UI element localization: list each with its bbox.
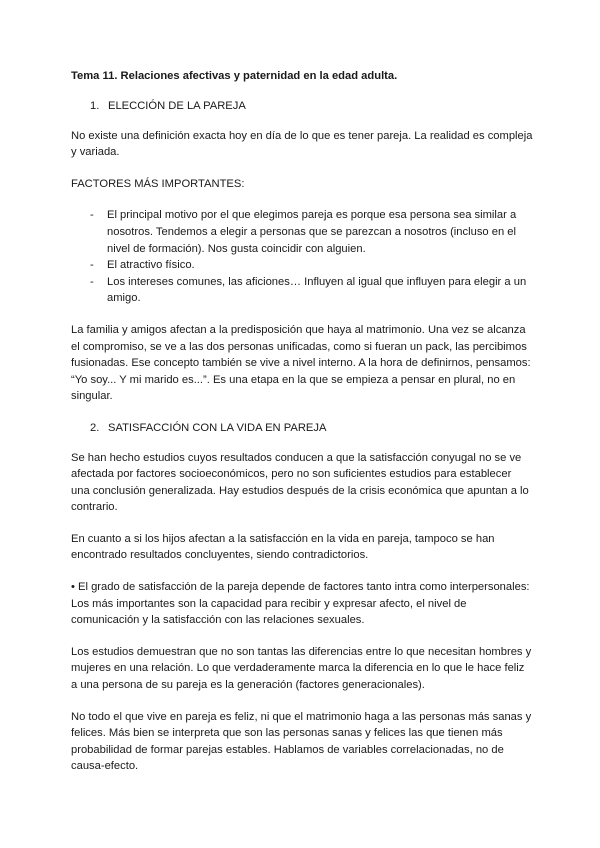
list-item-text: El atractivo físico. [107,259,195,272]
section-2-paragraph: No todo el que vive en pareja es feliz, ni que el matrimonio haga a las personas más sanas y felices. Más bien se interpreta que son las personas sanas y felices las que tienen más probabilidad de formar parejas estables. Hablamos de variables correlacionadas, no de causa-efecto. [71,710,532,773]
document-title: Tema 11. Relaciones afectivas y paternidad en la edad adulta. [71,70,398,82]
list-item-text: El principal motivo por el que elegimos pareja es porque esa persona sea similar a nosotros. Tendemos a elegir a personas que se parezcan a nosotros (incluso en el nivel de formación). Nos gusta coincidir con alguien. [107,209,517,255]
list-dash: - [90,209,94,222]
factors-label: FACTORES MÁS IMPORTANTES: [71,177,245,190]
section-2-heading-text: SATISFACCIÓN CON LA VIDA EN PAREJA [108,421,327,434]
document-page [71,68,533,790]
section-2-number: 2. [90,421,100,434]
section-1-heading-text: ELECCIÓN DE LA PAREJA [108,100,246,112]
section-1-heading [71,98,533,115]
factors-list [71,207,533,307]
list-item-text: Los intereses comunes, las aficiones… Influyen al igual que influyen para elegir a un amigo. [107,275,527,305]
list-dash: - [90,259,94,272]
section-2-paragraph: Los estudios demuestran que no son tantas las diferencias entre lo que necesitan hombres y mujeres en una relación. Lo que verdaderamente marca la diferencia en lo que le hace feliz a una persona de su pareja es la generación (factores generacionales). [71,645,532,692]
list-item [71,257,533,274]
section-2-paragraph: • El grado de satisfacción de la pareja depende de factores tanto intra como interpersonales: Los más importantes son la capacidad para recibir y expresar afecto, el nivel de comunicación y la satisfacción con las relaciones sexuales. [71,581,530,627]
section-2-paragraph: En cuanto a si los hijos afectan a la satisfacción en la vida en pareja, tampoco se han encontrado resultados concluyentes, siendo contradictorios. [71,532,495,562]
family-paragraph: La familia y amigos afectan a la predisposición que haya al matrimonio. Una vez se alcanza el compromiso, se ve a las dos personas unificadas, como si fueran un pack, las percibimos fusionadas. Ese concepto también se vive a nivel interno. A la hora de definirnos, pensamos: “Yo soy... Y mi marido es...”. Es una etapa en la que se empieza a pensar en plural, no en singular. [71,323,531,403]
section-1-intro: No existe una definición exacta hoy en día de lo que es tener pareja. La realidad es compleja y variada. [71,129,533,159]
section-2-heading [71,420,533,437]
section-1-number: 1. [90,100,100,112]
list-dash: - [90,275,94,288]
section-2-paragraph: Se han hecho estudios cuyos resultados conducen a que la satisfacción conyugal no se ve afectada por factores socioeconómicos, pero no son suficientes estudios para establecer una conclusión generalizada. Hay estudios después de la crisis económica que apuntan a lo contrario. [71,451,529,514]
list-item [71,207,533,257]
list-item [71,274,533,307]
